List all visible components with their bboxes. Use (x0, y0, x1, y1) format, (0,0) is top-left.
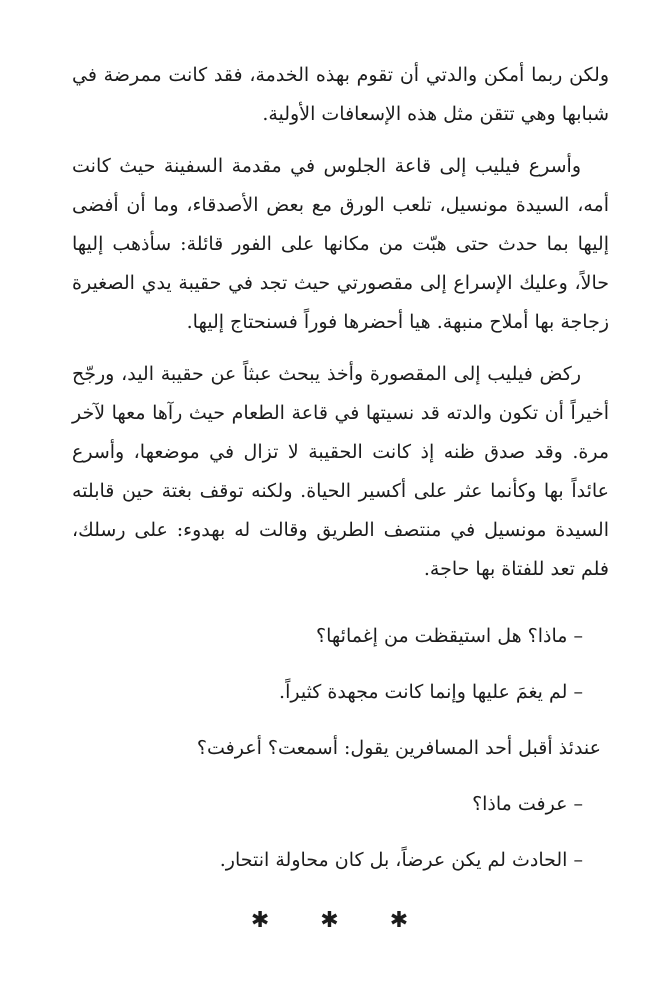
paragraph-3: ركض فيليب إلى المقصورة وأخذ يبحث عبثاً عن حقيبة اليد، ورجّح أخيراً أن تكون والدته قد نسيتها في قاعة الطعام حيث رآها معها لآخر مرة. وقد صدق ظنه إذ كانت الحقيبة لا تزال في موضعها، وأسرع عائداً بها وكأنما عثر على أكسير الحياة. ولكنه توقف بغتة حين قابلته السيدة مونسيل في منتصف الطريق وقالت له بهدوء: على رسلك، فلم تعد للفتاة بها حاجة. (72, 363, 609, 580)
dialogue-line-1: – ماذا؟ هل استيقظت من إغمائها؟ (316, 624, 583, 647)
paragraph-2: وأسرع فيليب إلى قاعة الجلوس في مقدمة السفينة حيث كانت أمه، السيدة مونسيل، تلعب الورق مع بعض الأصدقاء، وما أن أفضى إليها بما حدث حتى هبّت من مكانها على الفور قائلة: سأذهب إليها حالاً، وعليك الإسراع إلى مقصورتي حيث تجد في حقيبة يدي الصغيرة زجاجة بها أملاح منبهة. هيا أحضرها فوراً فسنحتاج إليها. (72, 155, 609, 333)
section-separator: ✱ ✱ ✱ (250, 908, 431, 933)
paragraph-1: ولكن ربما أمكن والدتي أن تقوم بهذه الخدمة، فقد كانت ممرضة في شبابها وهي تتقن مثل هذه الإسعافات الأولية. (72, 64, 609, 125)
dialogue-line-5: – الحادث لم يكن عرضاً، بل كان محاولة انتحار. (219, 848, 583, 871)
dialogue-line-4: – عرفت ماذا؟ (472, 792, 583, 815)
dialogue-line-3: عندئذ أقبل أحد المسافرين يقول: أسمعت؟ أعرفت؟ (196, 736, 601, 759)
dialogue-line-2: – لم يغمَ عليها وإنما كانت مجهدة كثيراً. (279, 680, 583, 703)
